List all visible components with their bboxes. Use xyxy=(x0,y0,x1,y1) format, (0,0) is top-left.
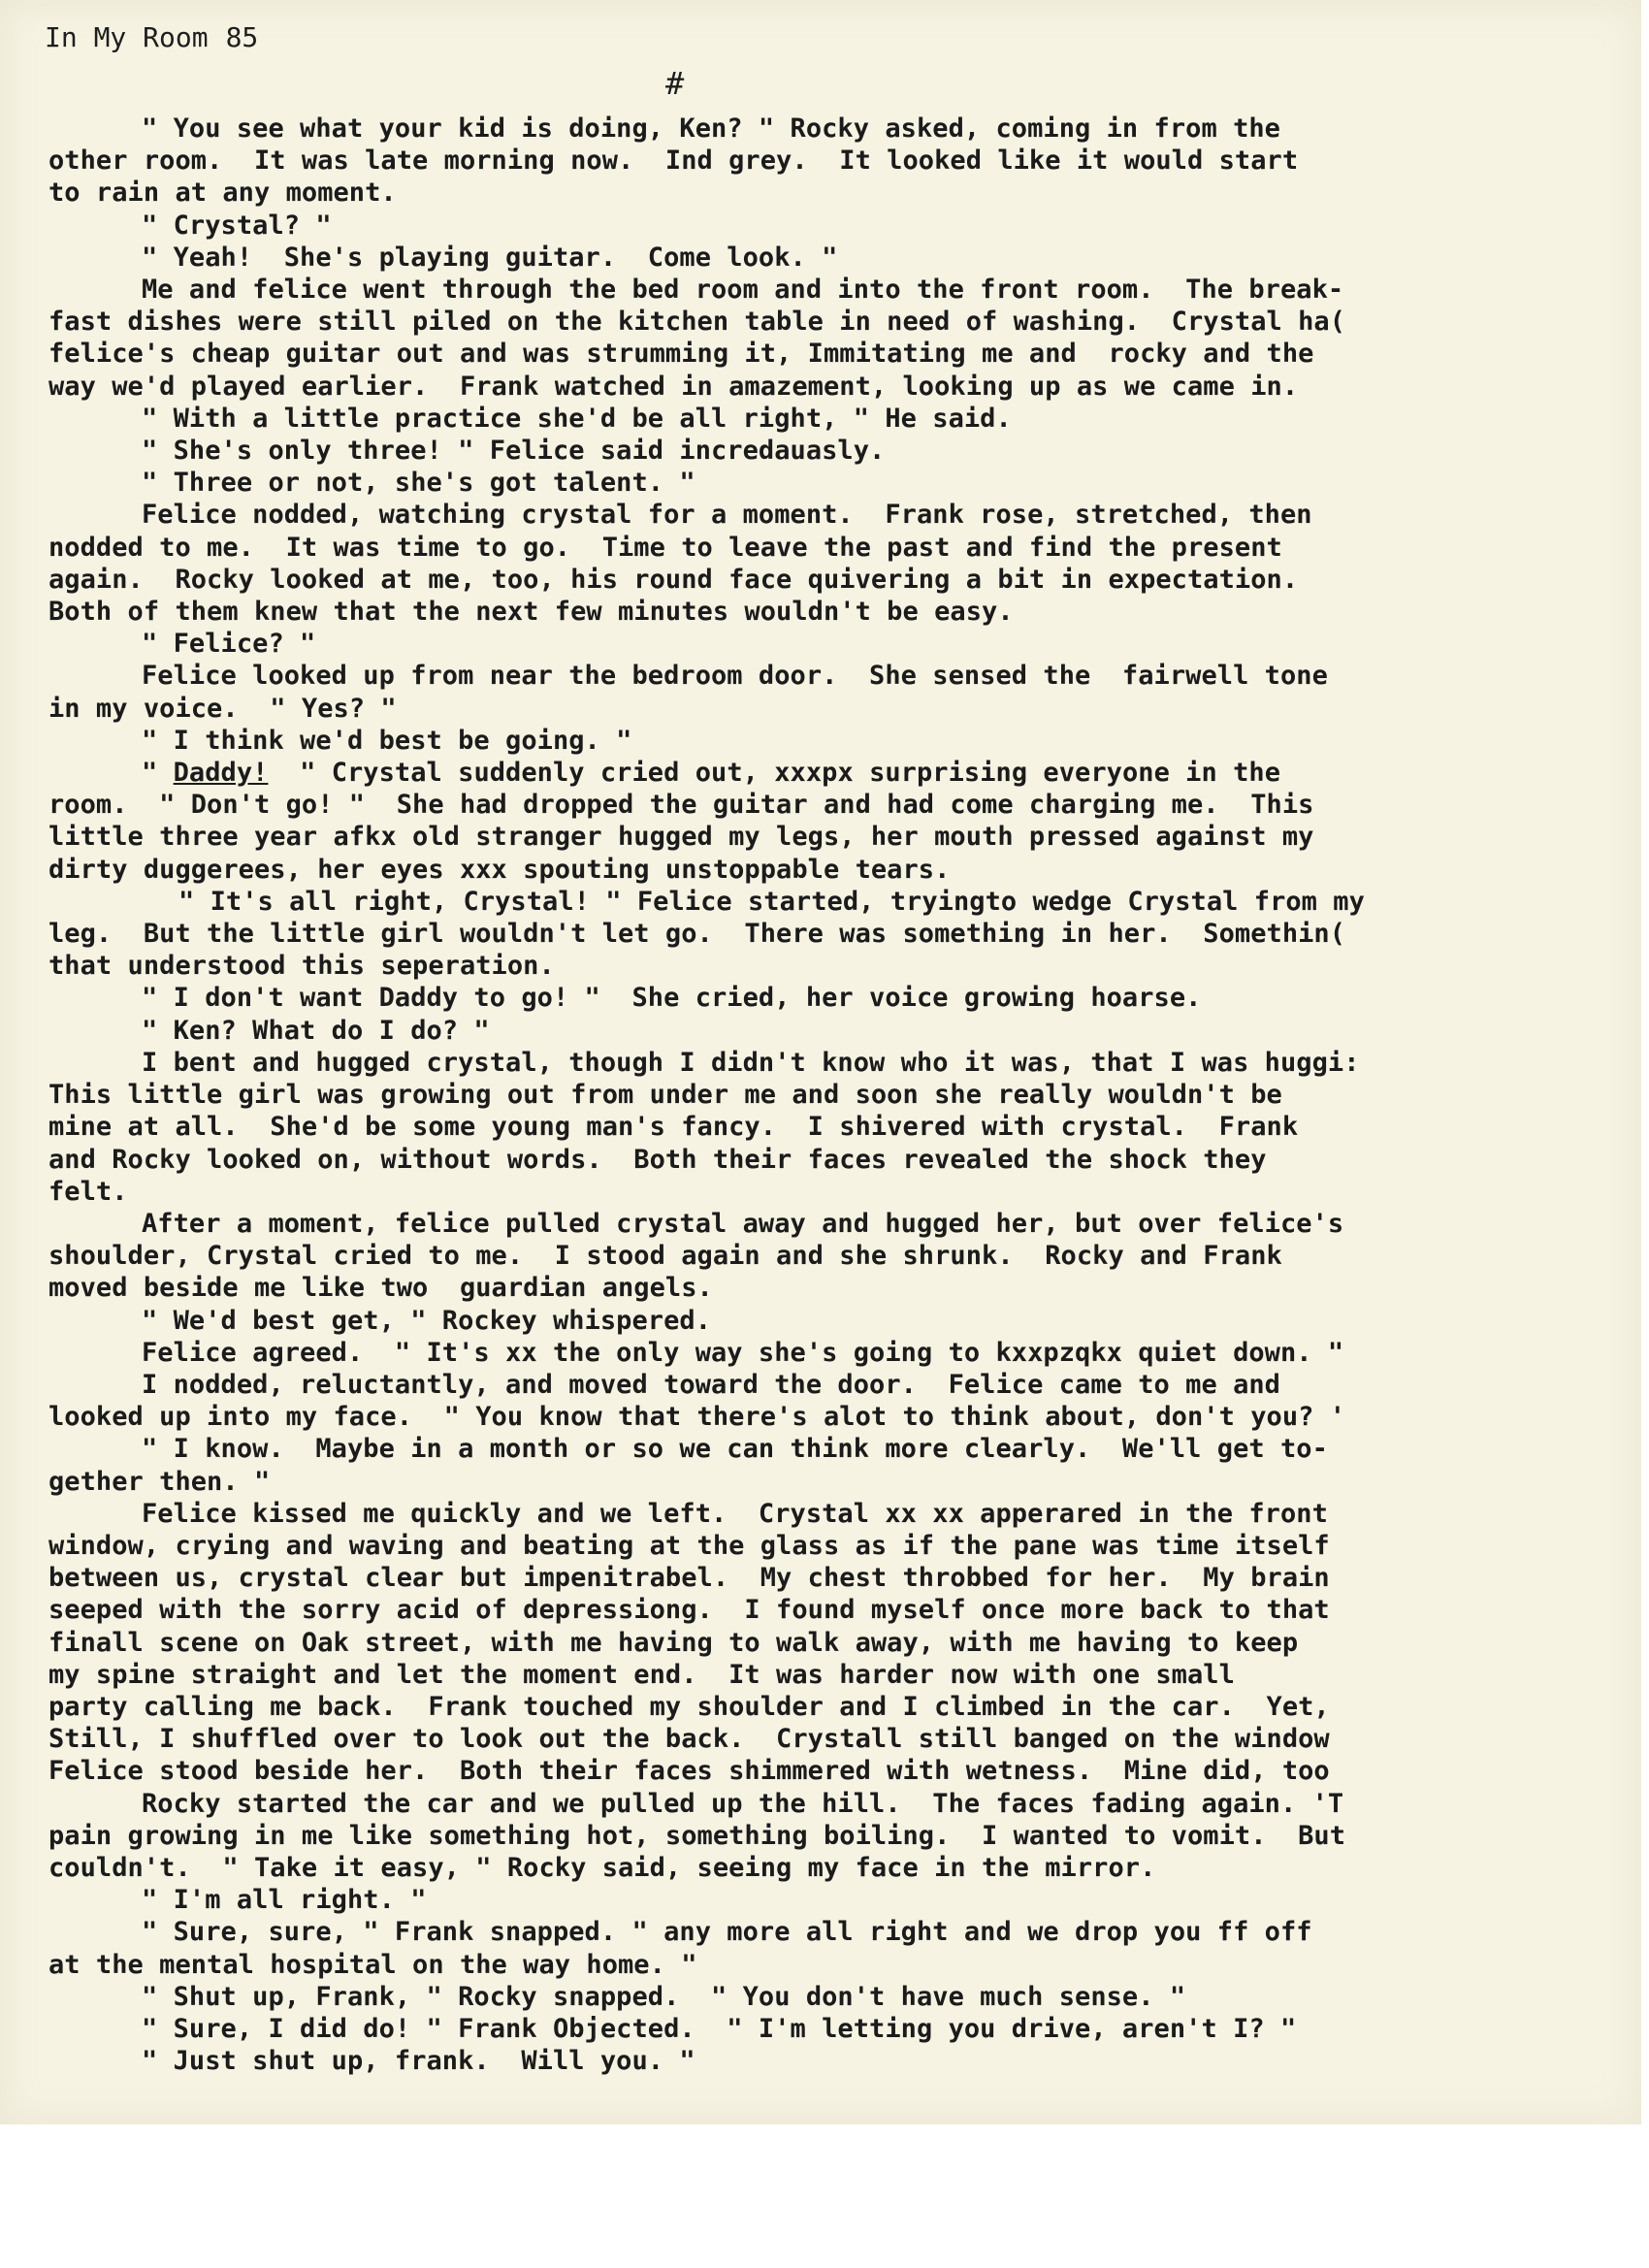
text-line: I bent and hugged crystal, though I didn't know who it was, that I was huggi: xyxy=(142,1047,1360,1078)
text-line: Felice kissed me quickly and we left. Crystal xx xx apperared in the front xyxy=(142,1498,1328,1529)
text-line: " I don't want Daddy to go! " She cried, her voice growing hoarse. xyxy=(142,983,1202,1014)
text-line: between us, crystal clear but impenitrabel. My chest throbbed for her. My brain xyxy=(48,1563,1330,1594)
text-line: leg. But the little girl wouldn't let go. There was something in her. Somethin( xyxy=(48,919,1346,950)
underlined-word: Daddy! xyxy=(173,758,269,789)
text-line: This little girl was growing out from under me and soon she really wouldn't be xyxy=(48,1080,1282,1111)
section-break-mark: # xyxy=(665,65,685,102)
text-line: " Felice? " xyxy=(142,629,316,660)
text-line: looked up into my face. " You know that there's alot to think about, don't you? ' xyxy=(48,1402,1346,1433)
text-line: little three year afkx old stranger hugged my legs, her mouth pressed against my xyxy=(48,822,1314,853)
text-line: " She's only three! " Felice said incredauasly. xyxy=(142,436,886,467)
text-line: Rocky started the car and we pulled up the hill. The faces fading again. 'T xyxy=(142,1788,1344,1819)
text-line: I nodded, reluctantly, and moved toward the door. Felice came to me and xyxy=(142,1369,1280,1400)
text-line: " I'm all right. " xyxy=(142,1885,427,1916)
text-line: Felice nodded, watching crystal for a moment. Frank rose, stretched, then xyxy=(142,500,1312,531)
text-line: way we'd played earlier. Frank watched in amazement, looking up as we came in. xyxy=(48,371,1299,402)
text-line: and Rocky looked on, without words. Both their faces revealed the shock they xyxy=(48,1144,1267,1175)
text-line: " With a little practice she'd be all right, " He said. xyxy=(142,403,1012,434)
text-line: felt. xyxy=(48,1176,128,1207)
text-line: Me and felice went through the bed room and into the front room. The break- xyxy=(142,275,1344,306)
text-line: in my voice. " Yes? " xyxy=(48,693,397,724)
page-header xyxy=(45,21,258,54)
text-line: Felice stood beside her. Both their faces shimmered with wetness. Mine did, too xyxy=(48,1756,1330,1787)
text-line: again. Rocky looked at me, too, his round face quivering a bit in expectation. xyxy=(48,564,1299,595)
text-line: room. " Don't go! " She had dropped the guitar and had come charging me. This xyxy=(48,790,1314,821)
text-line: After a moment, felice pulled crystal away and hugged her, but over felice's xyxy=(142,1208,1344,1239)
text-line: other room. It was late morning now. Ind grey. It looked like it would start xyxy=(48,146,1299,177)
text-line: at the mental hospital on the way home. " xyxy=(48,1949,697,1980)
manuscript-body xyxy=(48,113,1639,2077)
text-line: Felice agreed. " It's xx the only way she's going to kxxpzqkx quiet down. " xyxy=(142,1337,1344,1368)
text-line: " Daddy! " Crystal suddenly cried out, xxxpx surprising everyone in the xyxy=(142,758,1281,789)
text-line: felice's cheap guitar out and was strumming it, Immitating me and rocky and the xyxy=(48,339,1314,370)
text-line: to rain at any moment. xyxy=(48,178,397,209)
text-line: Felice looked up from near the bedroom door. She sensed the fairwell tone xyxy=(142,661,1328,692)
text-line: mine at all. She'd be some young man's fancy. I shivered with crystal. Frank xyxy=(48,1112,1299,1143)
text-line: " It's all right, Crystal! " Felice started, tryingto wedge Crystal from my xyxy=(178,886,1365,917)
text-line: finall scene on Oak street, with me having to walk away, with me having to keep xyxy=(48,1627,1299,1658)
text-line: " Sure, sure, " Frank snapped. " any more all right and we drop you ff off xyxy=(142,1917,1312,1948)
text-line: nodded to me. It was time to go. Time to leave the past and find the present xyxy=(48,532,1282,563)
text-line: gether then. " xyxy=(48,1466,271,1497)
text-line: Still, I shuffled over to look out the back. Crystall still banged on the window xyxy=(48,1724,1330,1755)
text-line: " I think we'd best be going. " xyxy=(142,725,632,756)
text-line: shoulder, Crystal cried to me. I stood again and she shrunk. Rocky and Frank xyxy=(48,1241,1282,1272)
page-number: 85 xyxy=(225,21,259,53)
text-line: " Crystal? " xyxy=(142,210,332,241)
text-line: dirty duggerees, her eyes xxx spouting unstoppable tears. xyxy=(48,854,951,885)
text-line: " Ken? What do I do? " xyxy=(142,1015,490,1046)
text-line: Both of them knew that the next few minutes wouldn't be easy. xyxy=(48,597,1014,628)
text-line: " We'd best get, " Rockey whispered. xyxy=(142,1305,711,1336)
text-line: " I know. Maybe in a month or so we can think more clearly. We'll get to- xyxy=(142,1434,1328,1465)
text-line: seeped with the sorry acid of depressiong. I found myself once more back to that xyxy=(48,1595,1330,1626)
text-line: " Just shut up, frank. Will you. " xyxy=(142,2046,695,2077)
text-line: " Sure, I did do! " Frank Objected. " I'm letting you drive, aren't I? " xyxy=(142,2013,1297,2044)
text-line: my spine straight and let the moment end. It was harder now with one small xyxy=(48,1659,1235,1690)
text-line: " Three or not, she's got talent. " xyxy=(142,468,695,499)
text-line: window, crying and waving and beating at the glass as if the pane was time itself xyxy=(48,1530,1330,1561)
text-line: " Yeah! She's playing guitar. Come look. " xyxy=(142,242,838,273)
text-line: that understood this seperation. xyxy=(48,951,555,982)
text-line: fast dishes were still piled on the kitchen table in need of washing. Crystal ha( xyxy=(48,307,1346,338)
text-line: " Shut up, Frank, " Rocky snapped. " You don't have much sense. " xyxy=(142,1981,1186,2012)
text-line: " You see what your kid is doing, Ken? " Rocky asked, coming in from the xyxy=(142,113,1280,144)
text-line: moved beside me like two guardian angels. xyxy=(48,1273,713,1304)
header-title: In My Room xyxy=(45,21,209,53)
text-line: pain growing in me like something hot, something boiling. I wanted to vomit. But xyxy=(48,1820,1346,1851)
text-line: couldn't. " Take it easy, " Rocky said, seeing my face in the mirror. xyxy=(48,1852,1156,1883)
text-line: party calling me back. Frank touched my shoulder and I climbed in the car. Yet, xyxy=(48,1691,1330,1722)
